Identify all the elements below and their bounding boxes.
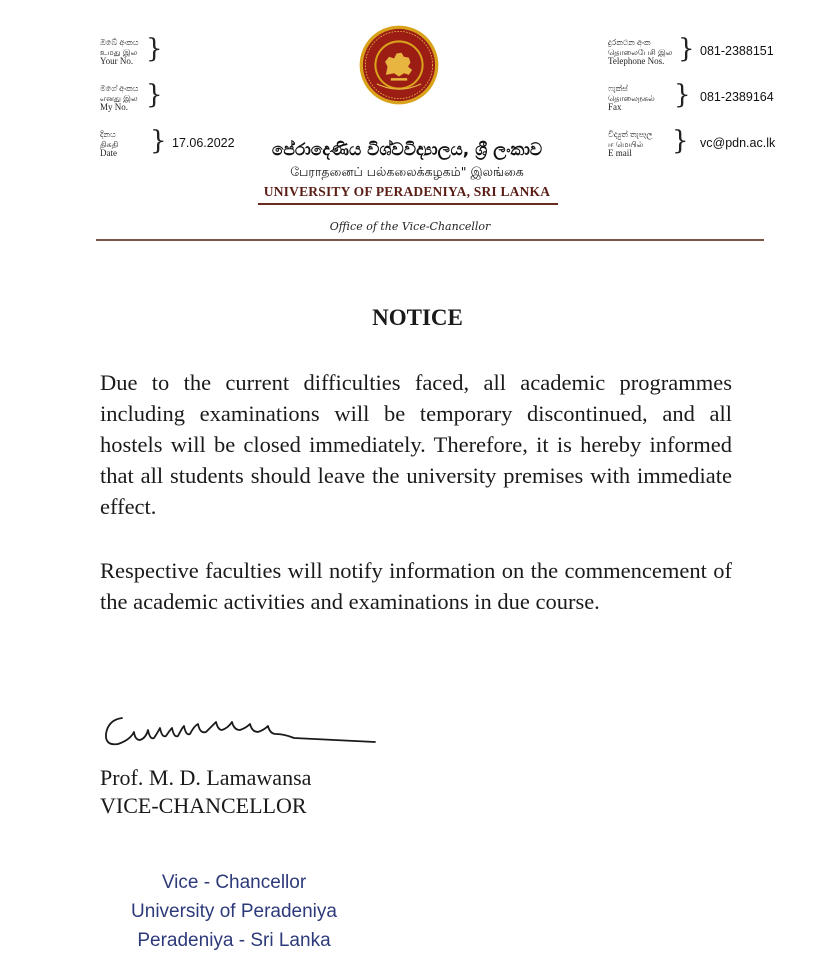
- notice-paragraph-1: Due to the current difficulties faced, all academic programmes including examinations will be temporary discontinued, and all hostels will be closed immediately. Therefore, it is hereby informed that all students should leave the university premises with immediate effect.: [100, 370, 732, 519]
- brace-icon: }: [146, 34, 163, 64]
- telephone-label: දුරකථන අංක தொலைபேசி இல Telephone Nos.: [608, 38, 673, 66]
- your-number-field: [100, 34, 280, 70]
- header-divider: [96, 239, 764, 241]
- university-name-tamil: பேராதனைப் பல்கலைக்கழகம்" இலங்கை: [290, 164, 524, 179]
- university-name-sinhala: පේරාදෙණිය විශ්වවිද්‍යාලය, ශ්‍රී ලංකාව: [271, 140, 543, 160]
- handwritten-signature: [100, 700, 390, 760]
- signatory-block: [100, 764, 311, 820]
- date-label: දිනය திகதி Date: [100, 130, 119, 158]
- university-seal-icon: [358, 24, 440, 106]
- office-of-vice-chancellor: Office of the Vice-Chancellor: [329, 220, 491, 233]
- brace-icon: }: [150, 126, 167, 156]
- date-field: [100, 126, 280, 162]
- signatory-name: Prof. M. D. Lamawansa: [100, 765, 312, 790]
- my-number-field: [100, 80, 280, 116]
- official-stamp: [104, 868, 364, 955]
- date-value: 17.06.2022: [172, 136, 235, 150]
- fax-value: 081-2389164: [700, 90, 774, 104]
- my-number-label: මගේ අංකය எனது இல My No.: [100, 84, 139, 112]
- brace-icon: }: [678, 34, 695, 64]
- telephone-field: [608, 34, 808, 70]
- fax-field: [608, 80, 808, 116]
- email-field: [608, 126, 808, 162]
- your-number-label: ඔබේ අංකය உமது இல Your No.: [100, 38, 139, 66]
- email-label: විද්‍යුත් තැපෑල ஈ மெயில் E mail: [608, 130, 653, 158]
- stamp-line-2: University of Peradeniya: [131, 901, 337, 922]
- stamp-line-3: Peradeniya - Sri Lanka: [137, 930, 331, 951]
- stamp-line-1: Vice - Chancellor: [161, 872, 307, 893]
- notice-title: NOTICE: [372, 305, 463, 330]
- letterhead-underline: [258, 203, 558, 205]
- notice-paragraph-2: Respective faculties will notify information on the commencement of the academic activities and examinations in due course.: [100, 558, 732, 614]
- brace-icon: }: [674, 80, 691, 110]
- university-name-english: UNIVERSITY OF PERADENIYA, SRI LANKA: [263, 184, 551, 199]
- brace-icon: }: [146, 80, 163, 110]
- fax-label: ෆැක්ස් தொலைநகல் Fax: [608, 84, 655, 112]
- telephone-value: 081-2388151: [700, 44, 774, 58]
- signatory-title: VICE-CHANCELLOR: [100, 793, 307, 818]
- brace-icon: }: [672, 126, 689, 156]
- email-value: vc@pdn.ac.lk: [700, 136, 776, 150]
